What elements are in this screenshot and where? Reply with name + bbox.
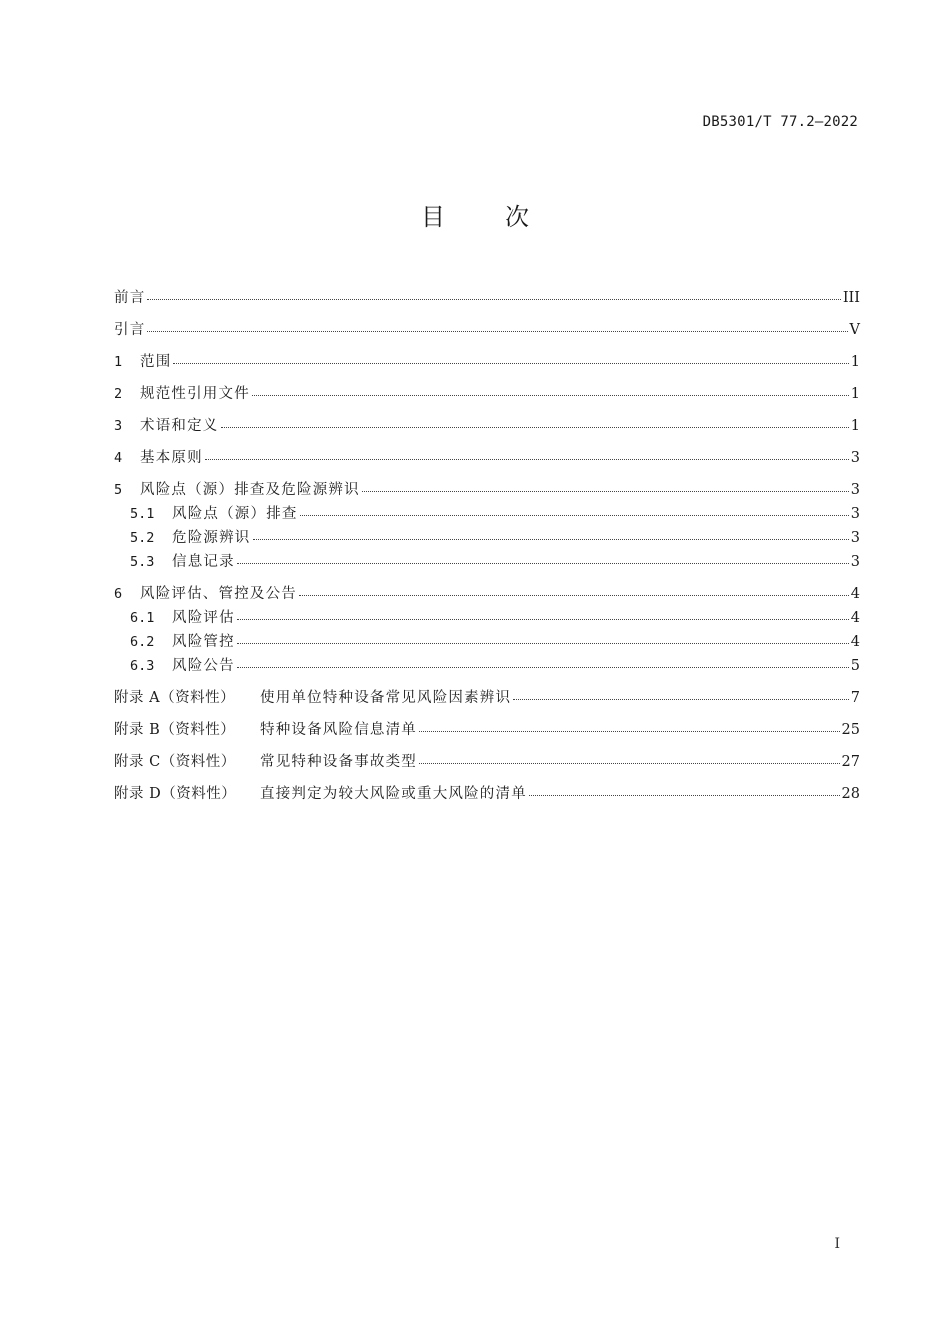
page-number: I	[834, 1236, 840, 1252]
toc-title-char-1: 目	[421, 203, 445, 231]
toc-entry[interactable]	[114, 606, 860, 630]
toc-page-number: 4	[850, 610, 860, 626]
toc-entry[interactable]	[114, 318, 860, 342]
toc-entry[interactable]	[114, 782, 860, 806]
toc-entry[interactable]	[114, 582, 860, 606]
toc-page-number: 1	[850, 354, 860, 370]
toc-entry-title: 特种设备风险信息清单	[260, 722, 417, 738]
document-code: DB5301/T 77.2—2022	[702, 114, 858, 130]
toc-dot-leader	[237, 563, 849, 564]
toc-dot-leader	[419, 763, 840, 764]
toc-dot-leader	[237, 619, 849, 620]
toc-entry-number: 1	[114, 354, 123, 370]
toc-entry-title: 引言	[114, 322, 146, 338]
toc-entry-title: 基本原则	[140, 450, 203, 466]
toc-page-number: 1	[850, 418, 860, 434]
toc-page-number: 3	[850, 482, 860, 498]
toc-entry-number: 6.3	[130, 658, 155, 674]
toc-dot-leader	[419, 731, 840, 732]
toc-page-number: 3	[850, 554, 860, 570]
toc-entry-number: 5.3	[130, 554, 155, 570]
toc-page-number: 3	[850, 530, 860, 546]
toc-dot-leader	[529, 795, 840, 796]
toc-entry[interactable]	[114, 686, 860, 710]
toc-entry[interactable]	[114, 526, 860, 550]
toc-entry[interactable]	[114, 550, 860, 574]
toc-title-char-2: 次	[505, 203, 529, 231]
toc-dot-leader	[237, 667, 849, 668]
toc-entry[interactable]	[114, 414, 860, 438]
toc-entry-title: 前言	[114, 290, 146, 306]
toc-entry-title: 风险管控	[172, 634, 235, 650]
toc-page-number: 7	[850, 690, 860, 706]
toc-entry-title: 常见特种设备事故类型	[260, 754, 417, 770]
toc-dot-leader	[513, 699, 849, 700]
toc-dot-leader	[221, 427, 849, 428]
toc-entry[interactable]	[114, 446, 860, 470]
toc-entry-title: 风险公告	[172, 658, 235, 674]
toc-page-number: III	[842, 290, 860, 306]
toc-entry[interactable]	[114, 630, 860, 654]
toc-entry-title: 风险点（源）排查	[172, 506, 298, 522]
toc-entry-title: 风险评估、管控及公告	[140, 586, 297, 602]
toc-entry-number: 6.1	[130, 610, 155, 626]
toc-page-number: 3	[850, 506, 860, 522]
toc-entry-title: 风险点（源）排查及危险源辨识	[140, 482, 360, 498]
toc-dot-leader	[252, 395, 849, 396]
toc-entry-title: 风险评估	[172, 610, 235, 626]
toc-appendix-prefix: 附录 C（资料性）	[114, 754, 236, 770]
toc-dot-leader	[237, 643, 849, 644]
toc-entry-title: 范围	[140, 354, 172, 370]
toc-entry[interactable]	[114, 350, 860, 374]
toc-page-number: V	[849, 322, 860, 338]
toc-page-number: 25	[841, 722, 860, 738]
toc-title	[0, 200, 950, 234]
toc-entry-number: 4	[114, 450, 123, 466]
toc-dot-leader	[205, 459, 849, 460]
toc-dot-leader	[147, 331, 847, 332]
toc-entry-number: 2	[114, 386, 123, 402]
toc-page-number: 1	[850, 386, 860, 402]
toc-dot-leader	[300, 515, 849, 516]
toc-page-number: 4	[850, 586, 860, 602]
toc-dot-leader	[173, 363, 848, 364]
toc-page-number: 28	[841, 786, 860, 802]
toc-entry-title: 使用单位特种设备常见风险因素辨识	[260, 690, 512, 706]
toc-entry-title: 危险源辨识	[172, 530, 251, 546]
toc-entry-number: 5.1	[130, 506, 155, 522]
toc-entry-number: 3	[114, 418, 123, 434]
toc-dot-leader	[362, 491, 849, 492]
toc-entry[interactable]	[114, 750, 860, 774]
toc-page-number: 5	[850, 658, 860, 674]
toc-appendix-prefix: 附录 D（资料性）	[114, 786, 237, 802]
toc-page-number: 27	[841, 754, 860, 770]
toc-dot-leader	[147, 299, 840, 300]
toc-entry-number: 5	[114, 482, 123, 498]
toc-entry-title: 直接判定为较大风险或重大风险的清单	[260, 786, 527, 802]
toc-entry-number: 6.2	[130, 634, 155, 650]
toc-entry-title: 术语和定义	[140, 418, 219, 434]
toc-entry[interactable]	[114, 654, 860, 678]
table-of-contents	[114, 286, 860, 806]
toc-dot-leader	[299, 595, 849, 596]
toc-entry[interactable]	[114, 286, 860, 310]
toc-entry[interactable]	[114, 718, 860, 742]
toc-entry-title: 规范性引用文件	[140, 386, 250, 402]
toc-appendix-prefix: 附录 A（资料性）	[114, 690, 236, 706]
toc-entry-number: 6	[114, 586, 123, 602]
toc-entry[interactable]	[114, 478, 860, 502]
toc-appendix-prefix: 附录 B（资料性）	[114, 722, 236, 738]
toc-page-number: 4	[850, 634, 860, 650]
toc-entry[interactable]	[114, 382, 860, 406]
toc-entry-number: 5.2	[130, 530, 155, 546]
toc-entry[interactable]	[114, 502, 860, 526]
toc-entry-title: 信息记录	[172, 554, 235, 570]
toc-page-number: 3	[850, 450, 860, 466]
toc-dot-leader	[253, 539, 849, 540]
